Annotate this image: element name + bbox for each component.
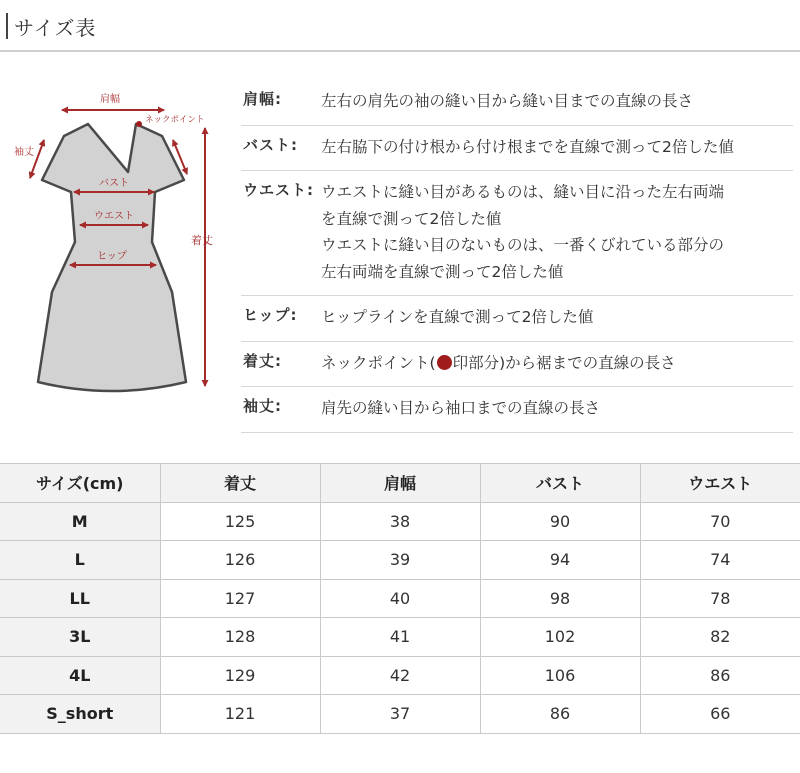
waist-cell: 66	[640, 695, 800, 734]
size-cell: 3L	[0, 618, 160, 657]
neckpoint-label: ネックポイント	[145, 115, 205, 125]
size-table	[0, 463, 800, 734]
shoulder-cell: 42	[320, 656, 480, 695]
column-header-size: サイズ(cm)	[0, 464, 160, 503]
definition-term: 着丈:	[243, 351, 282, 370]
bust-cell: 86	[480, 695, 640, 734]
definition-text: 肩先の縫い目から袖口までの直線の長さ	[321, 399, 601, 417]
definition-hip	[241, 296, 793, 342]
waist-label: ウエスト	[94, 211, 134, 222]
shoulder-label: 肩幅	[100, 94, 120, 105]
size-cell: LL	[0, 579, 160, 618]
size-cell: L	[0, 541, 160, 580]
length-label: 着丈	[191, 234, 213, 247]
length-cell: 121	[160, 695, 320, 734]
sleeve-arrow	[30, 140, 44, 178]
waist-cell: 86	[640, 656, 800, 695]
definition-waist	[241, 171, 793, 296]
measurement-definitions	[241, 80, 793, 433]
page-header	[0, 0, 800, 52]
definition-text: ネックポイント( 印部分)から裾までの直線の長さ	[321, 353, 676, 372]
shoulder-cell: 40	[320, 579, 480, 618]
column-header-shoulder: 肩幅	[320, 464, 480, 503]
waist-cell: 74	[640, 541, 800, 580]
table-row	[0, 656, 800, 695]
bust-cell: 98	[480, 579, 640, 618]
shoulder-cell: 37	[320, 695, 480, 734]
size-cell: M	[0, 502, 160, 541]
table-row	[0, 695, 800, 734]
definition-text: ヒップラインを直線で測って2倍した値	[321, 308, 594, 326]
table-row	[0, 579, 800, 618]
length-cell: 128	[160, 618, 320, 657]
dress-diagram	[0, 82, 230, 402]
hip-label: ヒップ	[97, 251, 127, 262]
table-row	[0, 541, 800, 580]
shoulder-cell: 39	[320, 541, 480, 580]
sleeve-label: 袖丈	[14, 147, 34, 158]
definition-term: バスト:	[243, 135, 298, 154]
definition-text: 左右脇下の付け根から付け根までを直線で測って2倍した値	[321, 137, 734, 156]
column-header-waist: ウエスト	[640, 464, 800, 503]
length-cell: 126	[160, 541, 320, 580]
waist-cell: 78	[640, 579, 800, 618]
definition-text: ウエストに縫い目があるものは、縫い目に沿った左右両端 を直線で測って2倍した値 ウエストに縫い目のないものは、一番くびれている部分の 左右両端を直線で測って2倍した値	[321, 183, 725, 281]
size-cell: 4L	[0, 656, 160, 695]
definition-term: 肩幅:	[243, 90, 282, 108]
length-cell: 129	[160, 656, 320, 695]
table-header-row	[0, 464, 800, 503]
definition-term: ウエスト:	[243, 181, 314, 199]
definition-bust	[241, 126, 793, 172]
definition-term: ヒップ:	[243, 306, 298, 324]
definition-text: 左右の肩先の袖の縫い目から縫い目までの直線の長さ	[321, 92, 694, 110]
neckpoint-dot	[136, 121, 142, 127]
table-row	[0, 618, 800, 657]
waist-cell: 70	[640, 502, 800, 541]
bust-cell: 94	[480, 541, 640, 580]
table-row	[0, 502, 800, 541]
size-cell: S_short	[0, 695, 160, 734]
definition-term: 袖丈:	[243, 397, 282, 415]
definition-shoulder	[241, 80, 793, 126]
bust-cell: 106	[480, 656, 640, 695]
shoulder-cell: 41	[320, 618, 480, 657]
neckpoint-marker-icon	[437, 355, 452, 370]
bust-label: バスト	[99, 178, 129, 189]
column-header-bust: バスト	[480, 464, 640, 503]
column-header-length: 着丈	[160, 464, 320, 503]
bust-cell: 102	[480, 618, 640, 657]
shoulder-cell: 38	[320, 502, 480, 541]
length-cell: 125	[160, 502, 320, 541]
bust-cell: 90	[480, 502, 640, 541]
definition-sleeve	[241, 387, 793, 433]
title-bar-accent	[6, 13, 8, 39]
definition-length	[241, 342, 793, 388]
length-cell: 127	[160, 579, 320, 618]
waist-cell: 82	[640, 618, 800, 657]
page-title: サイズ表	[14, 16, 97, 40]
